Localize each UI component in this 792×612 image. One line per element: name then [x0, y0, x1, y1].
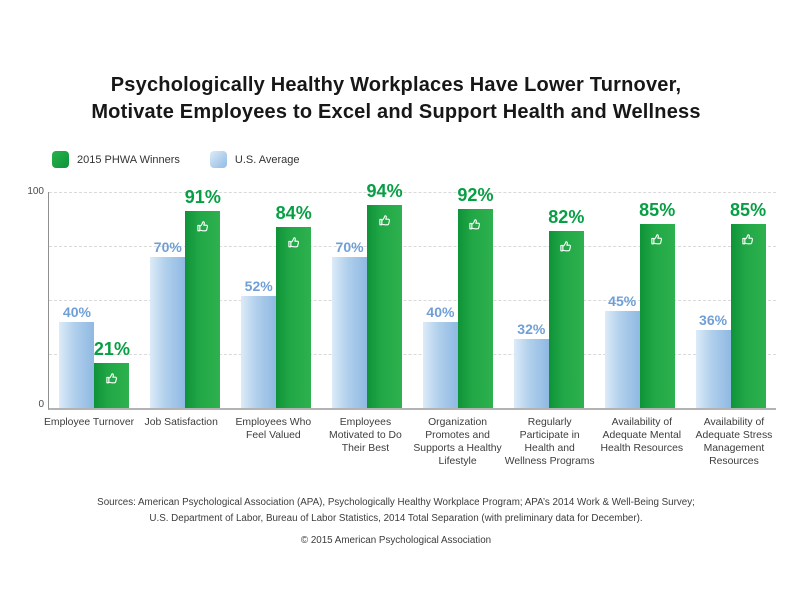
thumbs-up-icon	[650, 232, 664, 246]
winners-value-label: 85%	[639, 200, 676, 221]
bar-group	[49, 192, 140, 408]
us-average-bar	[696, 312, 731, 408]
us-average-bar	[332, 238, 367, 408]
us-average-value-label: 52%	[244, 277, 273, 294]
winners-bar	[275, 202, 312, 408]
winners-bar	[93, 338, 130, 408]
us-average-bar	[605, 292, 640, 408]
us-average-value-label: 40%	[426, 303, 455, 320]
bar-pair	[59, 303, 130, 408]
winners-bar	[548, 206, 585, 408]
winners-value-label: 82%	[548, 206, 585, 227]
bar-pair	[332, 180, 403, 408]
sources-line1: Sources: American Psychological Association (APA), Psychologically Healthy Workplace Program; APA’s 2014 Work & Well-Being Survey;	[97, 497, 695, 508]
us-average-value-label: 36%	[699, 312, 728, 329]
category-label: Availability of Adequate Stress Management Resources	[695, 417, 773, 467]
chart-title-line2: Motivate Employees to Excel and Support Health and Wellness	[91, 101, 701, 123]
thumbs-up-icon	[378, 213, 392, 227]
us-average-bar	[241, 277, 276, 408]
winners-value-label: 21%	[93, 338, 130, 359]
us-average-swatch-icon	[210, 151, 227, 168]
bar-group	[231, 192, 322, 408]
thumbs-up-icon	[741, 232, 755, 246]
bar-group	[140, 187, 231, 408]
category-label: Job Satisfaction	[144, 417, 218, 428]
thumbs-up-icon	[287, 235, 301, 249]
category-label: Availability of Adequate Mental Health Resources	[600, 417, 684, 454]
bar-group	[685, 192, 776, 408]
chart-title	[0, 72, 792, 126]
y-axis-tick-0: 0	[38, 399, 44, 410]
bar-group	[594, 192, 685, 408]
legend-label-us-average: U.S. Average	[234, 153, 300, 166]
sources-text	[0, 495, 792, 526]
bar-pair	[241, 202, 312, 408]
sources-line2: U.S. Department of Labor, Bureau of Labor Statistics, 2014 Total Separation (with preliminary data for December).	[149, 512, 643, 524]
winners-bar	[457, 185, 494, 408]
plot-area	[48, 180, 776, 410]
legend-item-winners	[52, 151, 180, 168]
thumbs-up-icon	[559, 239, 573, 253]
category-label: Organization Promotes and Supports a Healthy Lifestyle	[413, 417, 502, 467]
category-labels	[43, 416, 780, 468]
winners-bar	[639, 200, 676, 408]
us-average-value-label: 45%	[608, 292, 637, 309]
winners-value-label: 85%	[730, 200, 767, 221]
bar-group	[322, 180, 413, 408]
thumbs-up-icon	[105, 371, 119, 385]
bar-pair	[150, 187, 221, 408]
bar-group	[503, 192, 594, 408]
bar-pair	[423, 185, 494, 408]
winners-bar	[730, 200, 767, 408]
us-average-bar	[59, 303, 94, 408]
category-label: Employee Turnover	[44, 417, 135, 428]
legend-item-us-average	[210, 151, 300, 168]
thumbs-up-icon	[468, 217, 482, 231]
us-average-value-label: 70%	[153, 238, 182, 255]
bar-group	[413, 185, 504, 408]
bar-pair	[696, 200, 767, 408]
winners-bar	[366, 180, 403, 408]
copyright-text: © 2015 American Psychological Association	[300, 535, 492, 546]
us-average-bar	[514, 320, 549, 408]
legend	[52, 151, 300, 168]
us-average-value-label: 32%	[517, 320, 546, 337]
us-average-bar	[150, 238, 185, 408]
us-average-value-label: 40%	[62, 303, 91, 320]
bar-pair	[514, 206, 585, 408]
bar-pair	[605, 200, 676, 408]
thumbs-up-icon	[196, 219, 210, 233]
us-average-value-label: 70%	[335, 238, 364, 255]
winners-value-label: 84%	[275, 202, 312, 223]
y-axis-tick-100: 100	[27, 186, 44, 197]
winners-value-label: 91%	[184, 187, 221, 208]
winners-value-label: 92%	[457, 185, 494, 206]
winners-bar	[184, 187, 221, 408]
winners-value-label: 94%	[366, 180, 403, 201]
winners-swatch-icon	[52, 151, 69, 168]
bar-groups	[49, 180, 776, 408]
legend-label-winners: 2015 PHWA Winners	[77, 153, 180, 166]
chart-title-line1: Psychologically Healthy Workplaces Have Lower Turnover,	[110, 74, 682, 96]
category-label: Regularly Participate in Health and Wellness Programs	[504, 417, 595, 467]
category-label: Employees Who Feel Valued	[235, 417, 312, 441]
category-label: Employees Motivated to Do Their Best	[329, 417, 402, 454]
us-average-bar	[423, 303, 458, 408]
